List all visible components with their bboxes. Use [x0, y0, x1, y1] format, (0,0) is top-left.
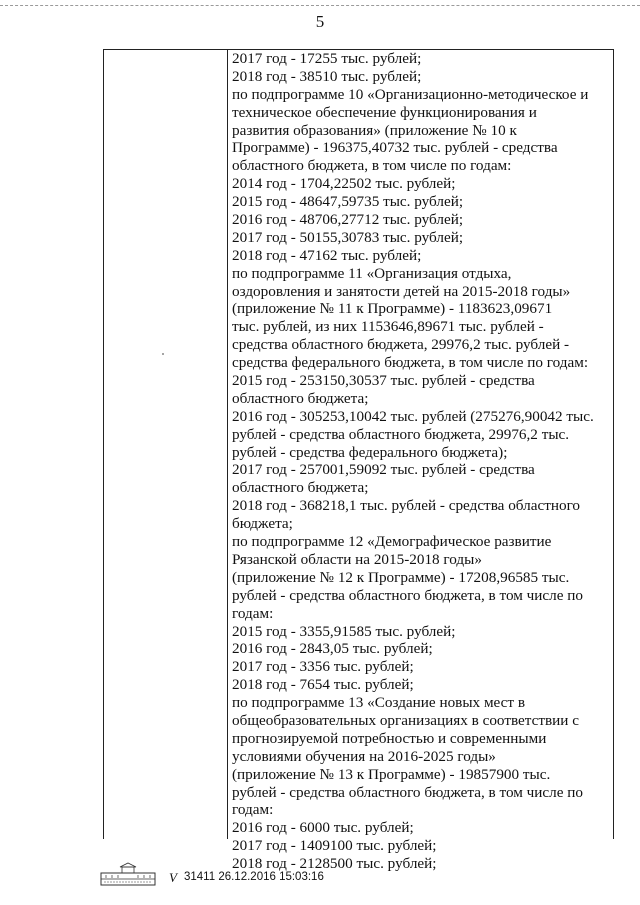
text-line: бюджета;	[232, 515, 293, 533]
text-line: 2017 год - 1409100 тыс. рублей;	[232, 837, 437, 855]
text-line: средства областного бюджета, 29976,2 тыс. рублей -	[232, 336, 570, 354]
text-line: 2017 год - 257001,59092 тыс. рублей - средства	[232, 461, 535, 479]
text-line: 2014 год - 1704,22502 тыс. рублей;	[232, 175, 456, 193]
text-line: 2017 год - 17255 тыс. рублей;	[232, 50, 422, 67]
text-line: 2018 год - 47162 тыс. рублей;	[232, 246, 422, 264]
text-line: 2016 год - 6000 тыс. рублей;	[232, 819, 414, 837]
text-line: 2017 год - 50155,30783 тыс. рублей;	[232, 228, 464, 246]
text-line: прогнозируемой потребностью и современными	[232, 729, 547, 747]
scan-top-edge	[0, 5, 640, 6]
text-line: рублей - средства областного бюджета, в том числе по	[232, 783, 584, 801]
text-line: условиями обучения на 2016-2025 годы»	[232, 747, 496, 765]
text-line: 2018 год - 2128500 тыс. рублей;	[232, 855, 437, 873]
text-line: 2018 год - 38510 тыс. рублей;	[232, 67, 422, 85]
footer-check-mark: V	[169, 870, 177, 885]
text-line: Программе) - 196375,40732 тыс. рублей - средства	[232, 139, 558, 157]
text-line: Рязанской области на 2015-2018 годы»	[232, 550, 482, 568]
text-line: по подпрограмме 10 «Организационно-методическое и	[232, 85, 589, 103]
text-line: 2015 год - 48647,59735 тыс. рублей;	[232, 193, 464, 211]
text-line: общеобразовательных организациях в соответствии с	[232, 711, 579, 729]
scan-speck	[162, 353, 164, 355]
text-line: оздоровления и занятости детей на 2015-2018 годы»	[232, 282, 571, 300]
text-line: областного бюджета, в том числе по годам:	[232, 157, 512, 175]
text-line: 2018 год - 7654 тыс. рублей;	[232, 676, 414, 694]
text-line: 2016 год - 305253,10042 тыс. рублей (275276,90042 тыс.	[232, 407, 594, 425]
table-cell-text	[232, 50, 610, 873]
text-line: средства федерального бюджета, в том числе по годам:	[232, 354, 589, 372]
text-line: 2015 год - 253150,30537 тыс. рублей - средства	[232, 372, 535, 390]
official-building-stamp-icon	[100, 862, 156, 886]
text-line: (приложение № 12 к Программе) - 17208,96585 тыс.	[232, 568, 570, 586]
text-line: областного бюджета;	[232, 479, 369, 497]
text-line: областного бюджета;	[232, 389, 369, 407]
text-line: годам:	[232, 801, 274, 819]
text-line: по подпрограмме 13 «Создание новых мест в	[232, 694, 526, 712]
text-line: рублей - средства областного бюджета, в том числе по	[232, 586, 584, 604]
page-number: 5	[315, 12, 325, 31]
text-line: 2015 год - 3355,91585 тыс. рублей;	[232, 622, 456, 640]
text-line: по подпрограмме 12 «Демографическое развитие	[232, 533, 552, 551]
text-line: годам:	[232, 604, 274, 622]
text-line: 2016 год - 48706,27712 тыс. рублей;	[232, 211, 464, 229]
text-line: рублей - средства федерального бюджета);	[232, 443, 508, 461]
footer-document-stamp: 31411 26.12.2016 15:03:16	[184, 871, 324, 883]
text-line: техническое обеспечение функционирования и	[232, 103, 537, 121]
text-line: (приложение № 13 к Программе) - 19857900 тыс.	[232, 765, 551, 783]
text-line: рублей - средства областного бюджета, 29976,2 тыс.	[232, 425, 570, 443]
table-column-divider	[227, 49, 228, 839]
text-line: по подпрограмме 11 «Организация отдыха,	[232, 264, 512, 282]
text-line: 2016 год - 2843,05 тыс. рублей;	[232, 640, 433, 658]
text-line: развития образования» (приложение № 10 к	[232, 121, 517, 139]
text-line: 2017 год - 3356 тыс. рублей;	[232, 658, 414, 676]
text-line: (приложение № 11 к Программе) - 1183623,09671	[232, 300, 553, 318]
text-line: 2018 год - 368218,1 тыс. рублей - средства областного	[232, 497, 581, 515]
text-line: тыс. рублей, из них 1153646,89671 тыс. рублей -	[232, 318, 544, 336]
